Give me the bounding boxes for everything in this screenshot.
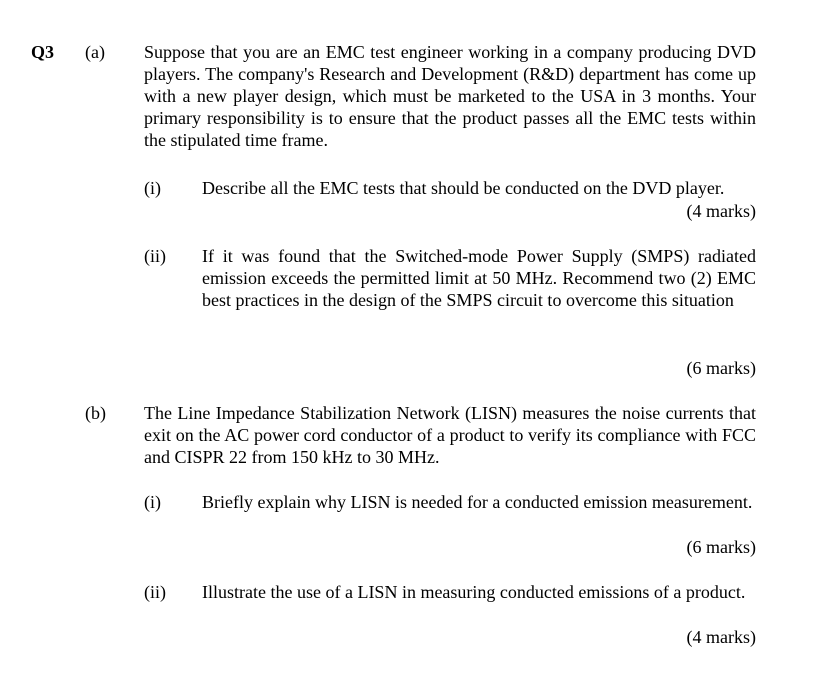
part-b-i-text: Briefly explain why LISN is needed for a conducted emission measurement. — [202, 492, 753, 512]
part-a-i-marks: (4 marks) — [686, 201, 756, 221]
part-b-ii-text: Illustrate the use of a LISN in measuring conducted emissions of a product. — [202, 582, 746, 602]
part-a-ii-text: If it was found that the Switched-mode Power Supply (SMPS) radiated emission exceeds the permitted limit at 50 MHz. Recommend two (2) EMC best practices in the design of the SMPS circuit to overcome this situation — [202, 246, 756, 310]
question-number: Q3 — [31, 42, 55, 62]
part-a-ii-label: (ii) — [144, 246, 166, 266]
part-a-i-text: Describe all the EMC tests that should be conducted on the DVD player. — [202, 178, 725, 198]
part-b-i-marks: (6 marks) — [686, 537, 756, 557]
part-b-ii-label: (ii) — [144, 582, 166, 602]
part-b-text: The Line Impedance Stabilization Network (LISN) measures the noise currents that exit on the AC power cord conductor of a product to verify its compliance with FCC and CISPR 22 from 150 kHz to 30 MHz. — [144, 403, 756, 467]
part-b-i-label: (i) — [144, 492, 161, 512]
part-a-text: Suppose that you are an EMC test engineer working in a company producing DVD players. The company's Research and Development (R&D) department has come up with a new player design, which must be marketed to the USA in 3 months. Your primary responsibility is to ensure that the product passes all the EMC tests within the stipulated time frame. — [144, 42, 756, 150]
part-b-label: (b) — [85, 403, 106, 423]
part-b-ii-marks: (4 marks) — [686, 627, 756, 647]
part-a-ii-marks: (6 marks) — [686, 358, 756, 378]
part-a-label: (a) — [85, 42, 105, 62]
part-a-i-label: (i) — [144, 178, 161, 198]
